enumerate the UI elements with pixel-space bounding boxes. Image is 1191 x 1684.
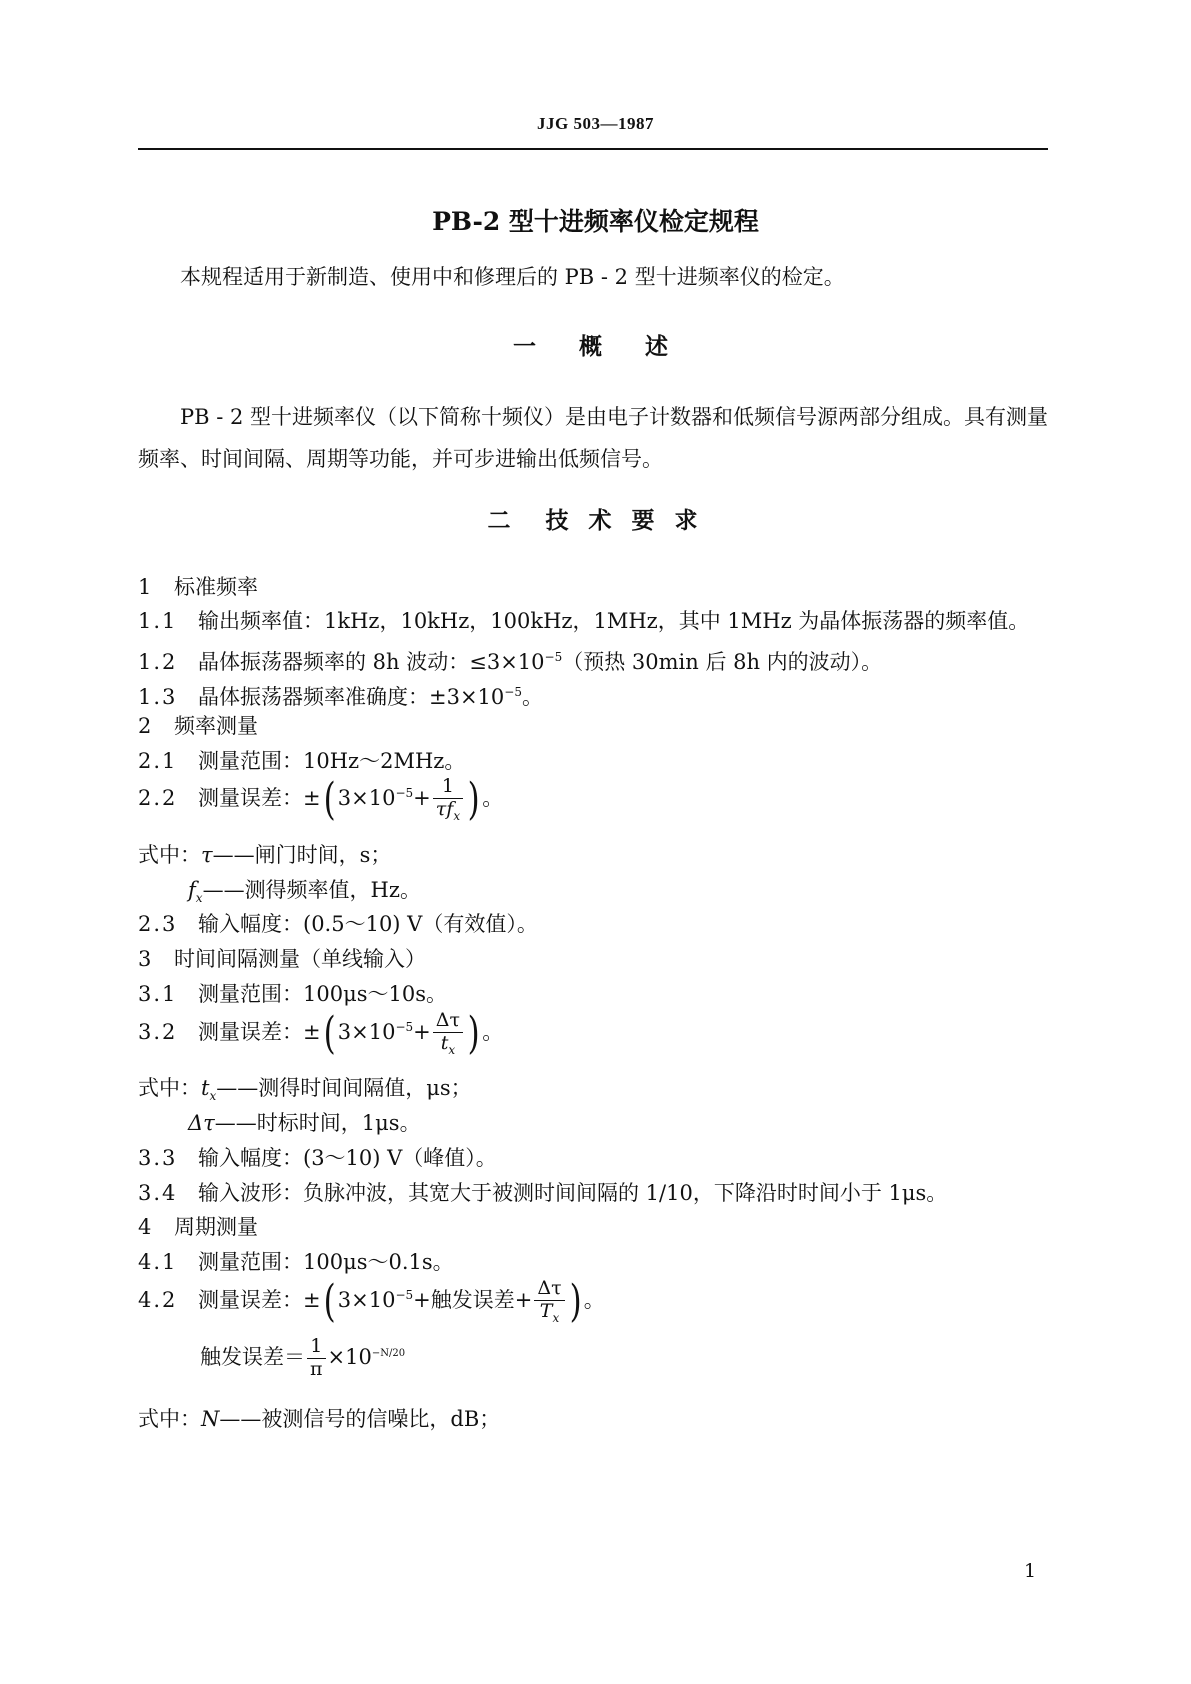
item-2-1: 2.1 测量范围：10Hz～2MHz。 (138, 749, 466, 773)
section-1-paragraph: PB - 2 型十进频率仪（以下简称十频仪）是由电子计数器和低频信号源两部分组成。具有测量频率、时间间隔、周期等功能，并可步进输出低频信号。 (138, 405, 1049, 471)
item-1-2: 1.2 晶体振荡器频率的 8h 波动：$\le 3\times 10^{-5}$（预热 30min 后 8h 内的波动）。 (138, 650, 883, 674)
item-3-3: 3.3 输入幅度：(3～10) V（峰值）。 (138, 1146, 497, 1170)
page-number: 1 (1024, 1560, 1037, 1582)
item-4-1: 4.1 测量范围：100μs～0.1s。 (138, 1250, 454, 1274)
item-3-4: 3.4 输入波形：负脉冲波，其宽大于被测时间间隔的 1/10，下降沿时时间小于 1μs。 (138, 1181, 948, 1205)
item-2-2-formula: 2.2 测量误差：±( $3\times 10^{-5}+$ $\frac{1}{\tau f_x}$ ) 。 (138, 773, 504, 825)
item-3-2-formula: 3.2 测量误差：±( $3\times 10^{-5}+$ $\frac{\Delta\tau}{t_x}$ ) 。 (138, 1007, 504, 1059)
item-4: 4 周期测量 (138, 1215, 258, 1239)
section-1-heading: 一 概 述 (513, 333, 678, 360)
item-2-2-where-fx: $f_x——$测得频率值，Hz。 (188, 878, 421, 906)
item-3-2-where-dtau: Δτ——时标时间，1μs。 (188, 1111, 421, 1135)
item-1-1: 1.1 输出频率值：1kHz，10kHz，100kHz，1MHz，其中 1MHz 为晶体振荡器的频率值。 (138, 609, 1030, 633)
item-2: 2 频率测量 (138, 714, 258, 738)
item-3-1: 3.1 测量范围：100μs～10s。 (138, 982, 448, 1006)
intro-paragraph: 本规程适用于新制造、使用中和修理后的 PB - 2 型十进频率仪的检定。 (180, 265, 845, 289)
header-rule (138, 148, 1048, 150)
item-2-2-where-tau: 式中：τ——闸门时间，s； (138, 843, 392, 867)
item-2-3: 2.3 输入幅度：(0.5～10) V（有效值）。 (138, 912, 538, 936)
section-2-heading: 二 技 术 要 求 (487, 507, 704, 534)
item-4-2-where-n: 式中：N——被测信号的信噪比，dB； (138, 1407, 501, 1431)
item-3: 3 时间间隔测量（单线输入） (138, 947, 426, 971)
document-title: PB-2 型十进频率仪检定规程 (432, 207, 759, 236)
item-3-2-where-tx: 式中：$t_x——$测得时间间隔值，μs； (138, 1076, 472, 1104)
item-4-2-formula: 4.2 测量误差：±( $3\times 10^{-5}+$触发误差+ $\frac{\Delta\tau}{T_x}$ ) 。 (138, 1275, 605, 1327)
trigger-error-formula: 触发误差＝ $\frac{1}{\pi}$ $\times 10^{-N/20}$ (200, 1335, 406, 1380)
item-1: 1 标准频率 (138, 575, 258, 599)
document-code-header: JJG 503—1987 (537, 114, 654, 133)
item-1-3: 1.3 晶体振荡器频率准确度：$\pm 3\times 10^{-5}$。 (138, 685, 543, 709)
